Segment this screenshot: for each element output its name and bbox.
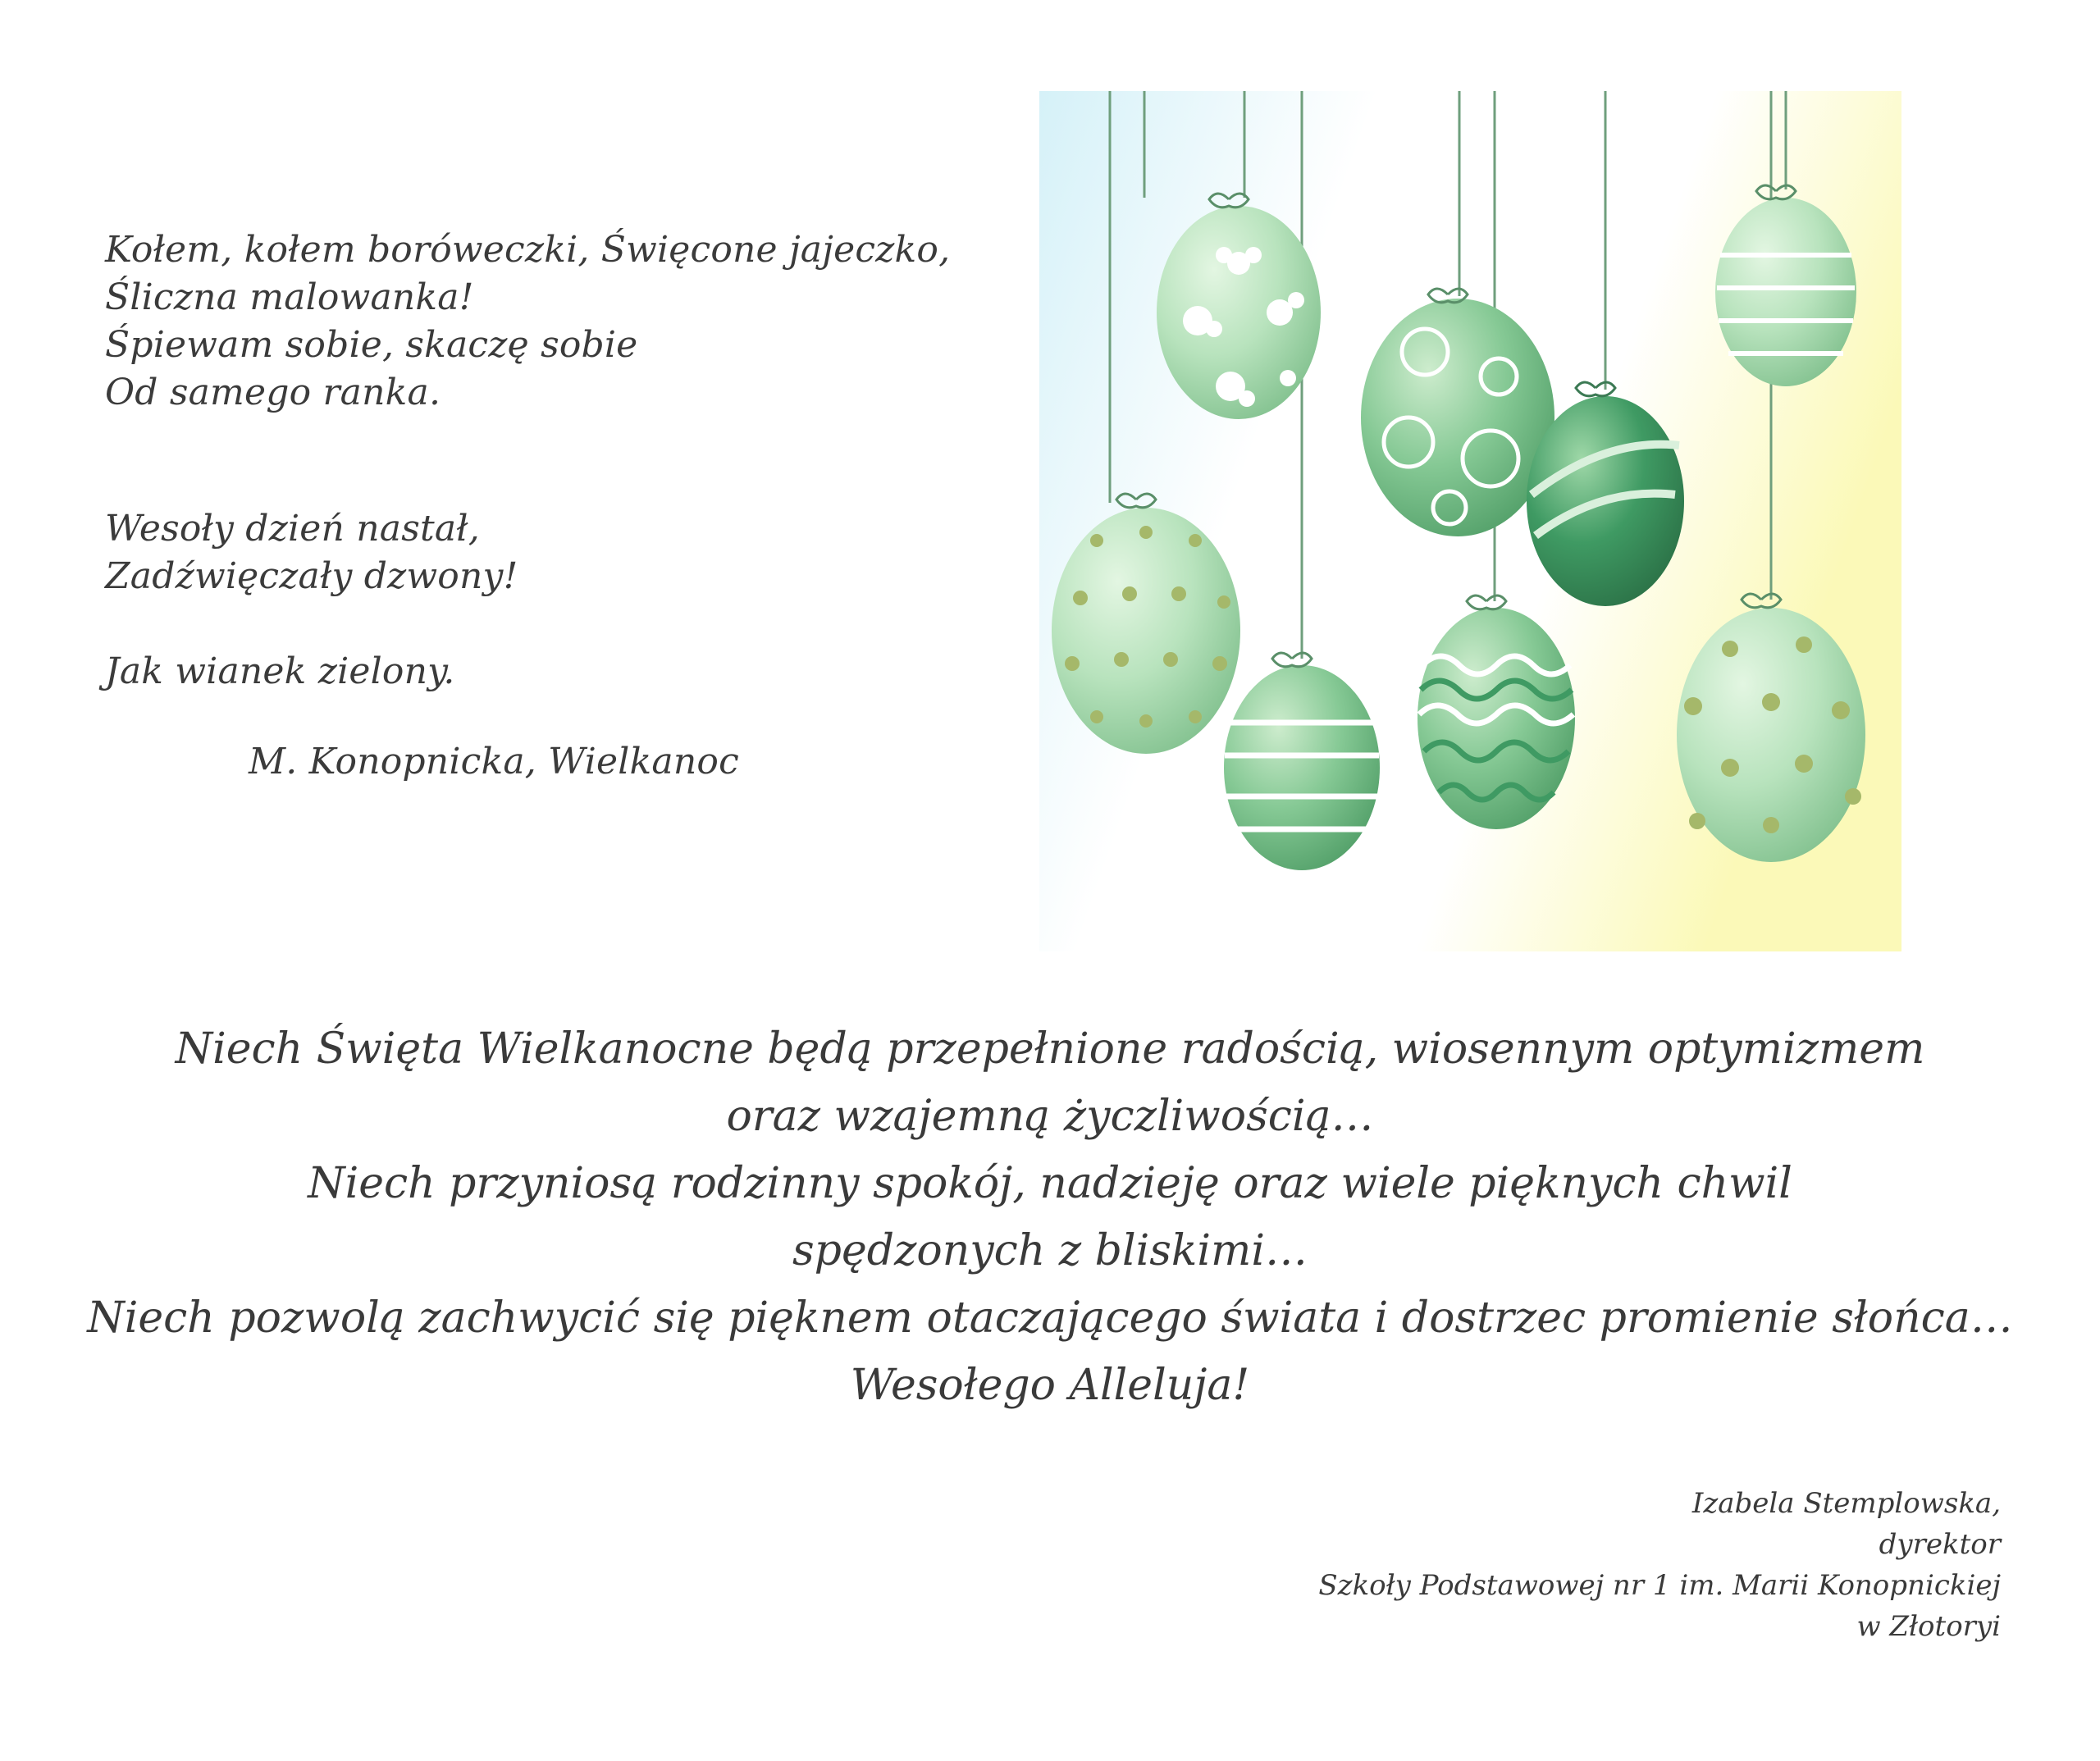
poem-line: Kołem, kołem boróweczki, Święcone jajeczko,	[105, 229, 951, 271]
poem-line: Śliczna malowanka!	[105, 276, 474, 318]
poem-line: Jak wianek zielony.	[105, 650, 455, 692]
hanging-easter-eggs-picture	[1039, 91, 1901, 951]
wishes-line: Niech pozwolą zachwycić się pięknem otaczającego świata i dostrzec promienie słońca…	[87, 1293, 2013, 1343]
wishes-line: Niech Święta Wielkanocne będą przepełnione radością, wiosennym optymizmem	[175, 1024, 1925, 1074]
stanza-gap	[105, 600, 975, 648]
wishes-line: Wesołego Alleluja!	[850, 1361, 1250, 1410]
easter-wishes	[0, 1015, 2100, 1419]
poem-line: Śpiewam sobie, skaczę sobie	[105, 324, 638, 366]
signature	[1318, 1483, 2001, 1647]
signature-town: w Złotoryi	[1856, 1610, 2001, 1643]
wishes-line: spędzonych z bliskimi…	[792, 1226, 1308, 1275]
stanza-gap	[105, 417, 975, 505]
poem	[105, 226, 975, 786]
poem-line: Wesoły dzień nastał,	[105, 508, 480, 550]
wishes-line: Niech przyniosą rodzinny spokój, nadzieję oraz wiele pięknych chwil	[308, 1159, 1792, 1208]
signature-role: dyrektor	[1879, 1528, 2001, 1561]
signature-school: Szkoły Podstawowej nr 1 im. Marii Konopnickiej	[1318, 1569, 2001, 1602]
signature-name: Izabela Stemplowska,	[1691, 1487, 2001, 1520]
hanging-eggs-icon	[1039, 91, 1901, 951]
wishes-line: oraz wzajemną życzliwością…	[726, 1092, 1374, 1141]
poem-line: Zadźwięczały dzwony!	[105, 555, 518, 597]
poem-line: Od samego ranka.	[105, 372, 441, 413]
poem-attribution: M. Konopnicka, Wielkanoc	[249, 741, 739, 782]
